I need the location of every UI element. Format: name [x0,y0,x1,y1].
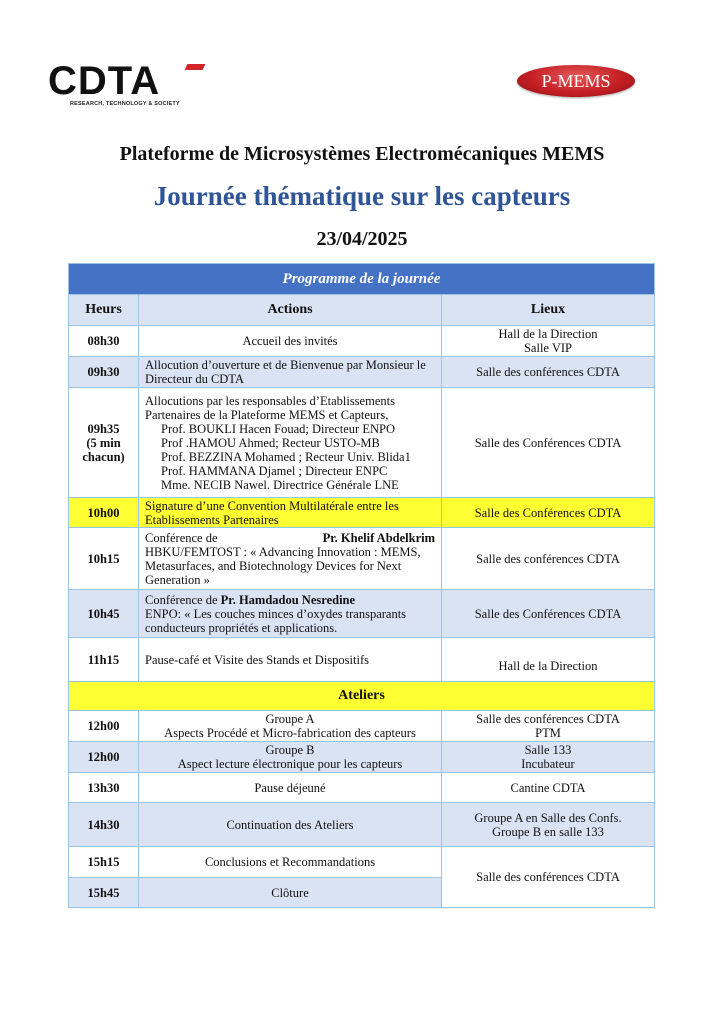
row-action: Conférence de Pr. Hamdadou Nesredine ENPO: « Les couches minces d’oxydes transparants conducteurs propriétés et applications. [139,590,442,638]
row-action: Groupe A Aspects Procédé et Micro-fabrication des capteurs [139,711,442,742]
row-place: Salle des conférences CDTA [442,357,655,388]
ateliers-section-row [69,682,655,711]
row-action: Conclusions et Recommandations [139,847,442,878]
row-place: Salle des Conférences CDTA [442,388,655,498]
conference-prefix: Conférence de [145,592,218,607]
row-place: Salle des conférences CDTA [442,528,655,590]
row-time: 10h00 [69,498,139,528]
table-row [69,742,655,773]
row-time: 08h30 [69,326,139,357]
table-header-row [69,295,655,326]
table-row [69,773,655,803]
row-action: Allocutions par les responsables d’Etablissements Partenaires de la Plateforme MEMS et Capteurs, Prof. BOUKLI Hacen Fouad; Directeur ENPO Prof .HAMOU Ahmed; Recteur USTO-MB Prof. BEZZINA Mohamed ; Recteur Univ. Blida1 Prof. HAMMANA Djamel ; Directeur ENPC Mme. NECIB Nawel. Directrice Générale LNE [139,388,442,498]
row-place: Salle des Conférences CDTA [442,498,655,528]
cdta-logo-tagline: RESEARCH, TECHNOLOGY & SOCIETY [70,101,180,107]
table-row-highlighted [69,498,655,528]
row-place: Salle des Conférences CDTA [442,590,655,638]
row-place: Groupe A en Salle des Confs. Groupe B en salle 133 [442,803,655,847]
row-time: 10h15 [69,528,139,590]
event-title: Journée thématique sur les capteurs [153,181,571,211]
row-time: 13h30 [69,773,139,803]
table-row [69,711,655,742]
row-time: 10h45 [69,590,139,638]
row-time: 11h15 [69,638,139,682]
programme-title: Programme de la journée [69,264,655,295]
column-header-action: Actions [139,295,442,326]
cdta-logo [48,59,198,110]
table-row [69,326,655,357]
cdta-logo-mark: CDTA [48,59,161,103]
row-place: Salle 133 Incubateur [442,742,655,773]
conference-prefix: Conférence de [145,530,218,545]
platform-title: Plateforme de Microsystèmes Electromécaniques MEMS [119,143,605,165]
speaker-name: Pr. Hamdadou Nesredine [220,592,356,607]
table-row [69,528,655,590]
row-place: Hall de la Direction [442,638,655,682]
column-header-place: Lieux [442,295,655,326]
table-row [69,357,655,388]
row-time: 12h00 [69,742,139,773]
row-action: Allocution d’ouverture et de Bienvenue par Monsieur le Directeur du CDTA [139,357,442,388]
row-action: Accueil des invités [139,326,442,357]
row-time: 15h45 [69,878,139,908]
row-place: Hall de la Direction Salle VIP [442,326,655,357]
table-row [69,847,655,878]
table-row [69,803,655,847]
table-row [69,388,655,498]
table-row [69,638,655,682]
cdta-logo-accent [185,64,206,70]
event-date: 23/04/2025 [316,228,408,250]
row-action: Pause déjeuné [139,773,442,803]
row-place: Salle des conférences CDTA PTM [442,711,655,742]
row-action: Signature d’une Convention Multilatérale entre les Etablissements Partenaires [139,498,442,528]
row-action: Clôture [139,878,442,908]
row-time: 09h35 (5 min chacun) [69,388,139,498]
row-time: 09h30 [69,357,139,388]
row-time: 12h00 [69,711,139,742]
table-row [69,590,655,638]
row-time: 15h15 [69,847,139,878]
row-action: Pause-café et Visite des Stands et Dispositifs [139,638,442,682]
row-time: 14h30 [69,803,139,847]
programme-title-row [69,264,655,295]
speaker-name: Pr. Khelif Abdelkrim [322,530,435,545]
column-header-time: Heurs [69,295,139,326]
row-action: Continuation des Ateliers [139,803,442,847]
programme-table [68,263,655,908]
ateliers-label: Ateliers [69,682,655,711]
pmems-logo: P-MEMS [517,65,635,97]
row-place: Cantine CDTA [442,773,655,803]
row-action: Groupe B Aspect lecture électronique pour les capteurs [139,742,442,773]
row-place: Salle des conférences CDTA [442,847,655,908]
row-action: Conférence de Pr. Khelif Abdelkrim HBKU/FEMTOST : « Advancing Innovation : MEMS, Metasurfaces, and Biotechnology Devices for Next Generation » [139,528,442,590]
